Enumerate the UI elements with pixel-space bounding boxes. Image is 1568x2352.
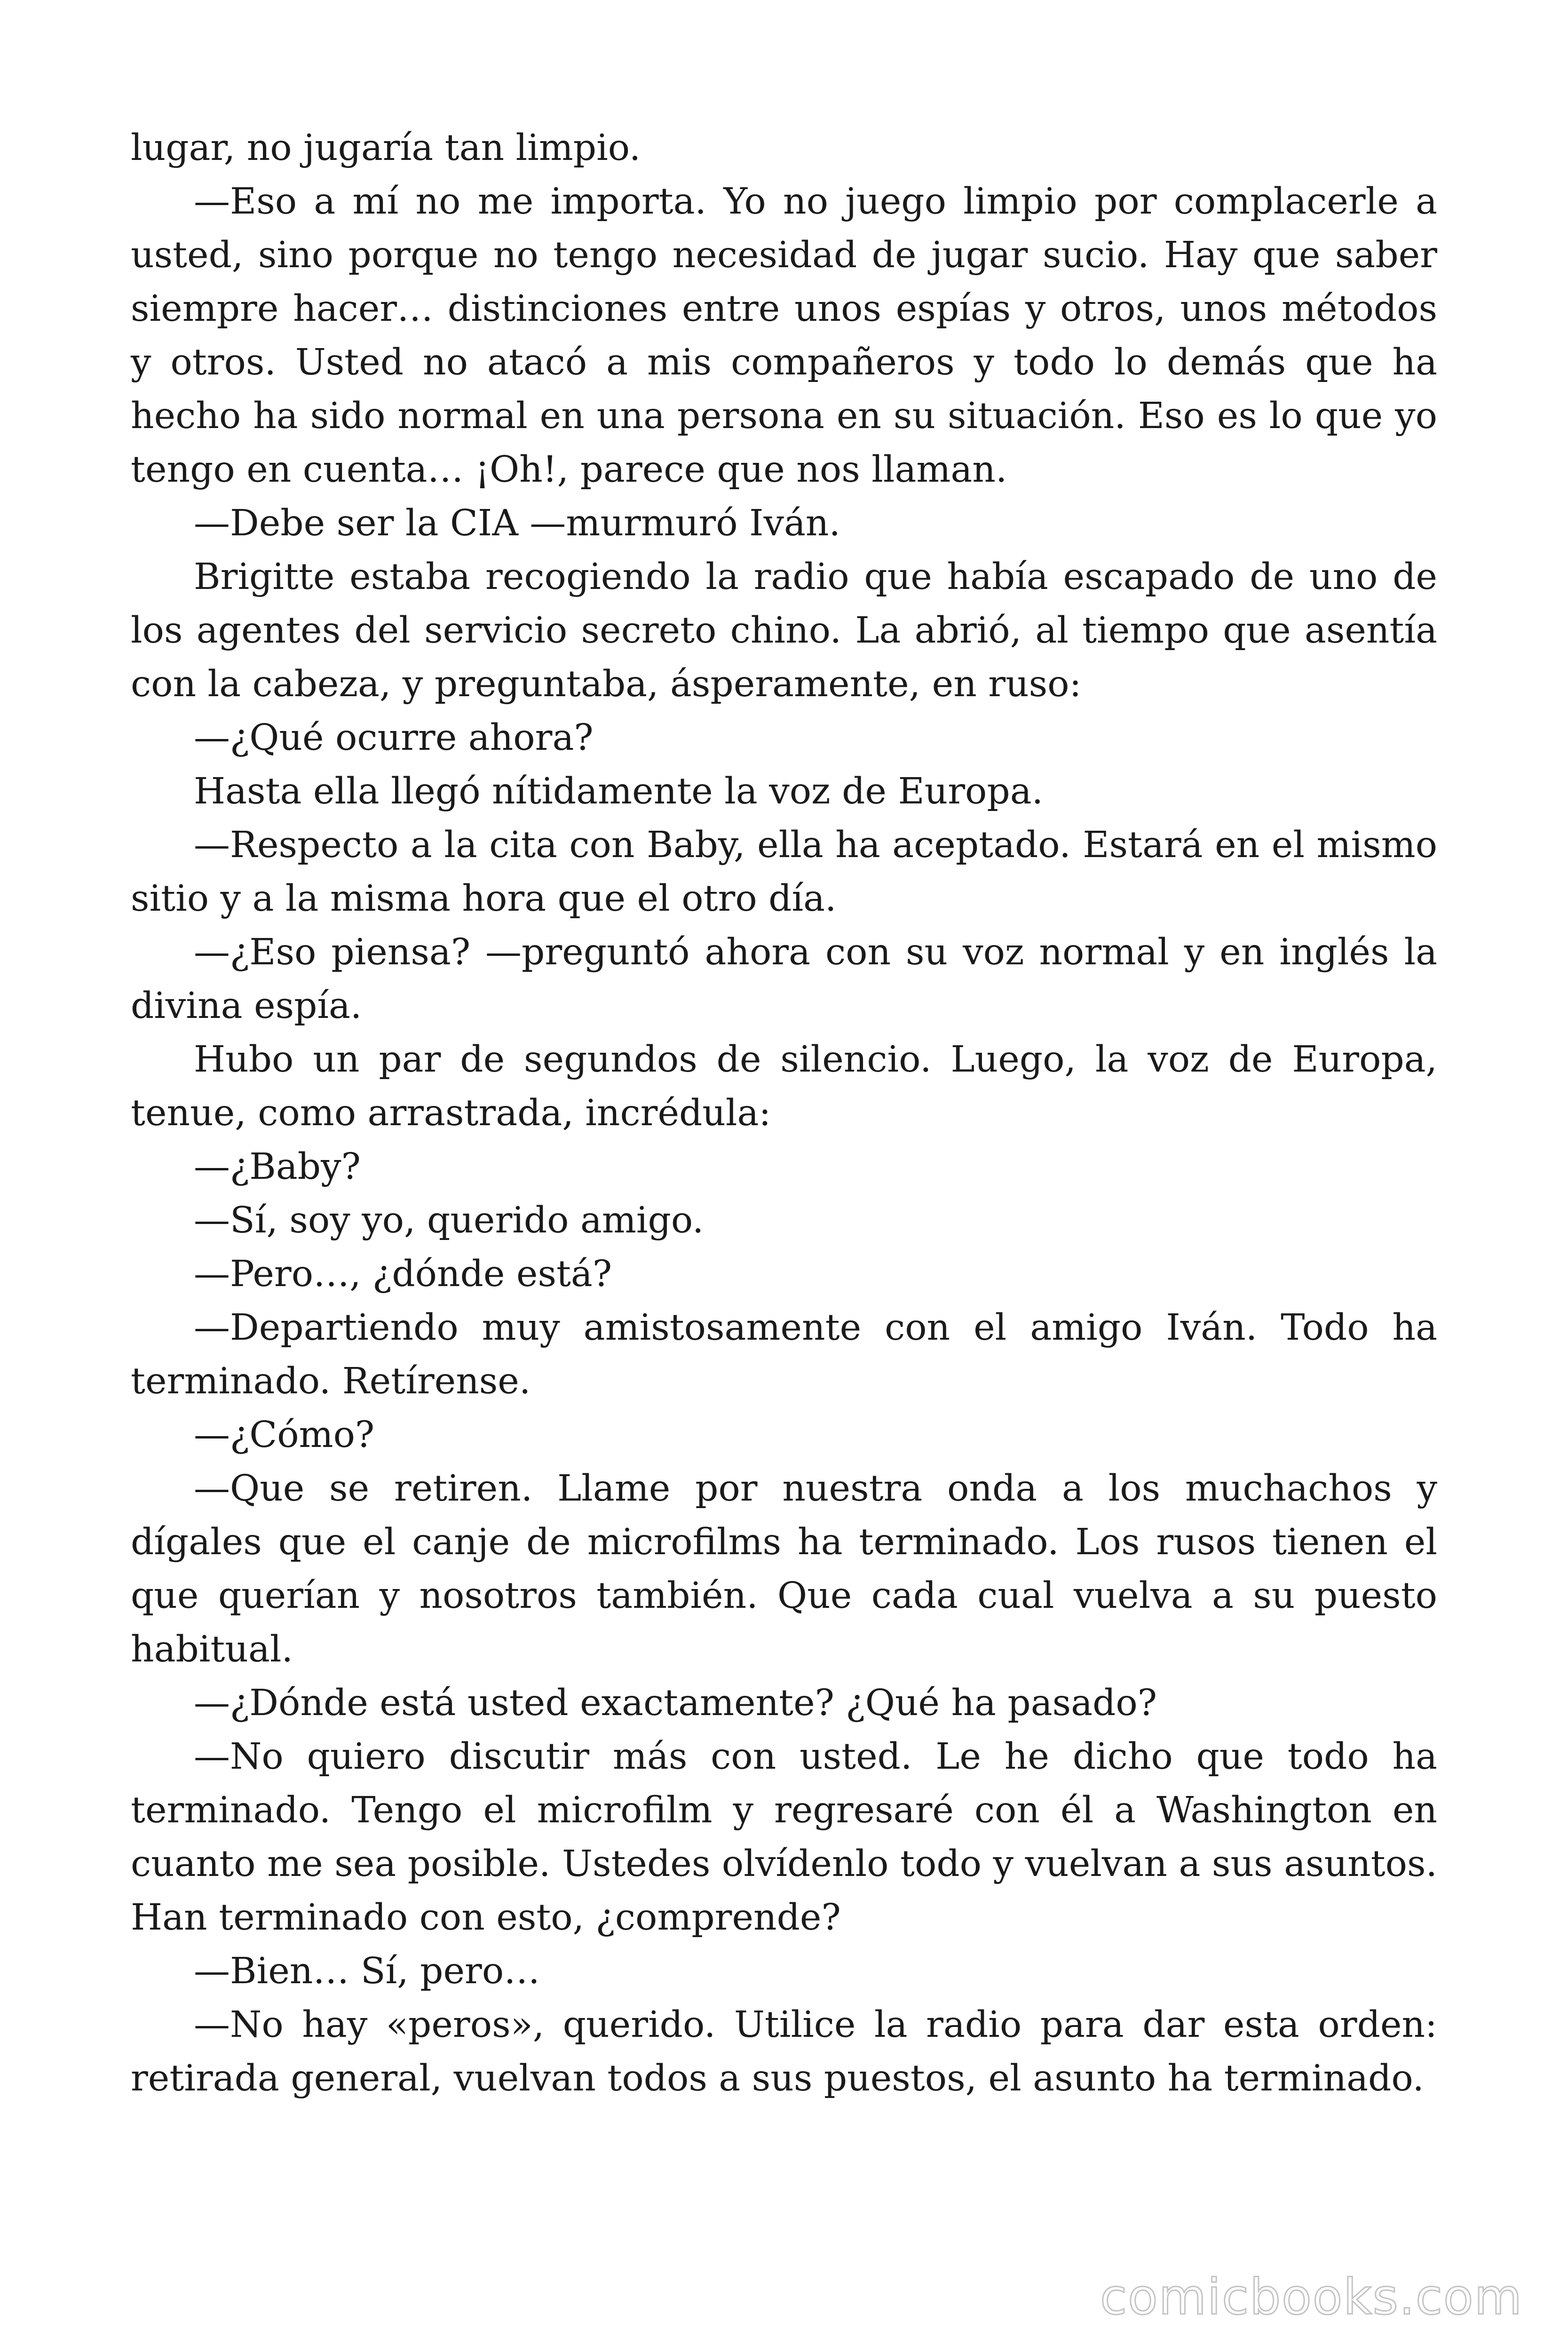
paragraph: —Debe ser la CIA —murmuró Iván. [194, 502, 840, 544]
paragraph: —Que se retiren. Llame por nuestra onda a los muchachos y dígales que el canje de microfilms ha terminado. Los rusos tienen el que querían y nosotros también. Que cada cual vuelva a su puesto habitual. [131, 1468, 1437, 1670]
paragraph: —No quiero discutir más con usted. Le he dicho que todo ha terminado. Tengo el microfilm y regresaré con él a Washington en cuanto me sea posible. Ustedes olvídenlo todo y vuelvan a sus asuntos. Han terminado con esto, ¿comprende? [131, 1736, 1437, 1939]
watermark-logo: comicbooks.com [1100, 2268, 1523, 2326]
paragraph: —Departiendo muy amistosamente con el amigo Iván. Todo ha terminado. Retírense. [131, 1307, 1437, 1402]
body-text [131, 121, 1437, 2106]
paragraph: —No hay «peros», querido. Utilice la radio para dar esta orden: retirada general, vuelvan todos a sus puestos, el asunto ha terminado. [131, 2004, 1437, 2099]
paragraph: lugar, no jugaría tan limpio. [131, 127, 641, 169]
paragraph: —Sí, soy yo, querido amigo. [194, 1200, 704, 1241]
paragraph: Hubo un par de segundos de silencio. Luego, la voz de Europa, tenue, como arrastrada, incrédula: [131, 1039, 1437, 1134]
paragraph: —Pero…, ¿dónde está? [194, 1253, 612, 1295]
paragraph: —¿Dónde está usted exactamente? ¿Qué ha pasado? [194, 1682, 1157, 1724]
paragraph: —Eso a mí no me importa. Yo no juego limpio por complacerle a usted, sino porque no tengo necesidad de jugar sucio. Hay que saber siempre hacer… distinciones entre unos espías y otros, unos métodos y otros. Usted no atacó a mis compañeros y todo lo demás que ha hecho ha sido normal en una persona en su situación. Eso es lo que yo tengo en cuenta… ¡Oh!, parece que nos llaman. [131, 181, 1437, 491]
paragraph: Hasta ella llegó nítidamente la voz de Europa. [194, 771, 1044, 812]
paragraph: —¿Qué ocurre ahora? [194, 717, 594, 759]
paragraph: Brigitte estaba recogiendo la radio que había escapado de uno de los agentes del servicio secreto chino. La abrió, al tiempo que asentía con la cabeza, y preguntaba, ásperamente, en ruso: [131, 556, 1437, 705]
paragraph: —¿Baby? [194, 1146, 361, 1188]
paragraph: —¿Cómo? [194, 1414, 375, 1456]
paragraph: —Bien… Sí, pero… [194, 1950, 540, 1992]
paragraph: —¿Eso piensa? —preguntó ahora con su voz normal y en inglés la divina espía. [131, 931, 1437, 1027]
paragraph: —Respecto a la cita con Baby, ella ha aceptado. Estará en el mismo sitio y a la misma hora que el otro día. [131, 824, 1437, 920]
